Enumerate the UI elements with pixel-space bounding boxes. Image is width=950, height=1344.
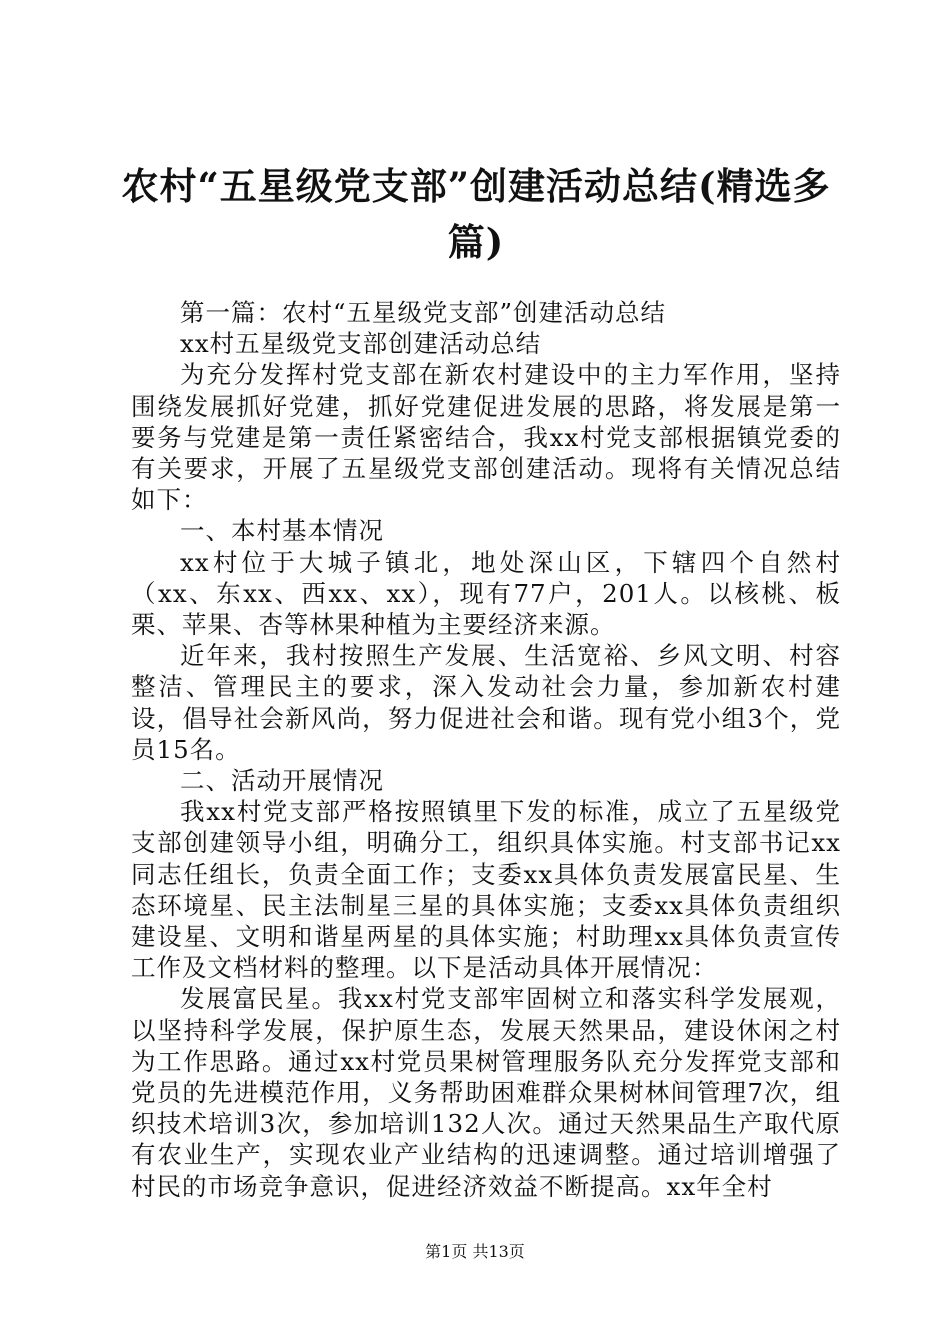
paragraph: xx村位于大城子镇北，地处深山区，下辖四个自然村（xx、东xx、西xx、xx），现有77户，201人。以核桃、板栗、苹果、杏等林果种植为主要经济来源。 bbox=[131, 547, 841, 640]
page-footer: 第1页 共13页 bbox=[425, 1242, 525, 1261]
section-heading: 二、活动开展情况 bbox=[180, 766, 384, 796]
paragraph: 我xx村党支部严格按照镇里下发的标准，成立了五星级党支部创建领导小组，明确分工，组织具体实施。村支部书记xx同志任组长，负责全面工作；支委xx具体负责发展富民星、生态环境星、民主法制星三星的具体实施；支委xx具体负责组织建设星、文明和谐星两星的具体实施；村助理xx具体负责宣传工作及文档材料的整理。以下是活动具体开展情况： bbox=[131, 797, 841, 983]
section-heading: 第一篇：农村“五星级党支部”创建活动总结 bbox=[180, 298, 667, 327]
document-body bbox=[131, 297, 841, 1202]
subtitle: xx村五星级党支部创建活动总结 bbox=[180, 329, 542, 359]
paragraph: 发展富民星。我xx村党支部牢固树立和落实科学发展观，以坚持科学发展，保护原生态，发展天然果品，建设休闲之村为工作思路。通过xx村党员果树管理服务队充分发挥党支部和党员的先进模范作用，义务帮助困难群众果树林间管理7次，组织技术培训3次，参加培训132人次。通过天然果品生产取代原有农业生产，实现农业产业结构的迅速调整。通过培训增强了村民的市场竞争意识，促进经济效益不断提高。xx年全村 bbox=[131, 984, 841, 1201]
document-title: 农村“五星级党支部”创建活动总结(精选多篇) bbox=[121, 164, 831, 264]
paragraph: 近年来，我村按照生产发展、生活宽裕、乡风文明、村容整洁、管理民主的要求，深入发动社会力量，参加新农村建设，倡导社会新风尚，努力促进社会和谐。现有党小组3个，党员15名。 bbox=[131, 641, 841, 764]
paragraph: 为充分发挥村党支部在新农村建设中的主力军作用，坚持围绕发展抓好党建，抓好党建促进发展的思路，将发展是第一要务与党建是第一责任紧密结合，我xx村党支部根据镇党委的有关要求，开展了五星级党支部创建活动。现将有关情况总结如下： bbox=[131, 360, 841, 515]
section-heading: 一、本村基本情况 bbox=[180, 516, 384, 546]
